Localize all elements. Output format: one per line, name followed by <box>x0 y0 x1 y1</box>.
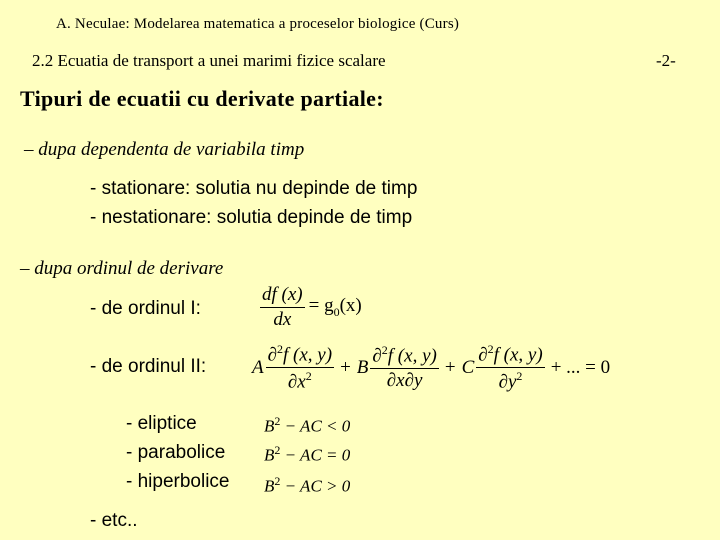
page-number: -2- <box>656 51 676 70</box>
list-item-first-order: - de ordinul I: <box>90 298 201 319</box>
fraction-numerator: df (x) <box>260 284 305 308</box>
formula-tail: + ... = 0 <box>550 356 611 378</box>
list-item-nonstationary: - nestationare: solutia depinde de timp <box>90 207 413 228</box>
criterion-order: – dupa ordinul de derivare <box>20 258 224 279</box>
condition-elliptic: $B^2$ − AC < 0 <box>264 414 351 436</box>
list-item-stationary: - stationare: solutia nu depinde de timp <box>90 178 418 199</box>
list-item-elliptic: - eliptice <box>126 413 197 434</box>
criterion-time: – dupa dependenta de variabila timp <box>24 139 305 160</box>
denominator-3: $\partial y^2$ <box>498 369 523 393</box>
rhs-eq-g: = g <box>308 295 334 317</box>
numerator-1: ∂$^2$f (x, y) <box>266 342 334 368</box>
fraction-d2f-dy2 <box>476 342 544 394</box>
condition-hyperbolic: $B^2$ − AC > 0 <box>264 474 351 496</box>
list-item-etc: - etc.. <box>90 510 138 531</box>
plus-sign-2: + <box>444 356 456 378</box>
numerator-3: ∂$^2$f (x, y) <box>476 342 544 368</box>
denominator-2: ∂x∂y <box>386 370 423 392</box>
fraction-d2f-dxdy <box>370 343 438 392</box>
slide-heading: Tipuri de ecuatii cu derivate partiale: <box>20 86 384 111</box>
coef-b: B <box>356 356 369 378</box>
rhs-arg: (x) <box>339 295 362 317</box>
coef-c: C <box>461 356 475 378</box>
slide-header: A. Neculae: Modelarea matematica a proceselor biologice (Curs) <box>56 16 460 32</box>
section-subtitle: 2.2 Ecuatia de transport a unei marimi fizice scalare <box>32 51 386 70</box>
condition-parabolic: $B^2$ − AC = 0 <box>264 443 351 465</box>
formula-second-order <box>252 342 614 394</box>
fraction-df-dx <box>260 284 305 331</box>
numerator-2: ∂$^2$f (x, y) <box>370 343 438 369</box>
rhs-sub: 0 <box>333 304 340 319</box>
plus-sign-1: + <box>340 356 351 378</box>
list-item-second-order: - de ordinul II: <box>90 356 207 377</box>
coef-a: A <box>252 356 264 378</box>
fraction-d2f-dx2 <box>266 342 334 394</box>
list-item-hyperbolic: - hiperbolice <box>126 471 230 492</box>
list-item-parabolic: - parabolice <box>126 442 226 463</box>
formula-first-order <box>260 284 366 331</box>
formula-rhs <box>305 295 366 320</box>
fraction-denominator: dx <box>273 309 292 330</box>
denominator-1: $\partial x^2$ <box>287 369 312 393</box>
